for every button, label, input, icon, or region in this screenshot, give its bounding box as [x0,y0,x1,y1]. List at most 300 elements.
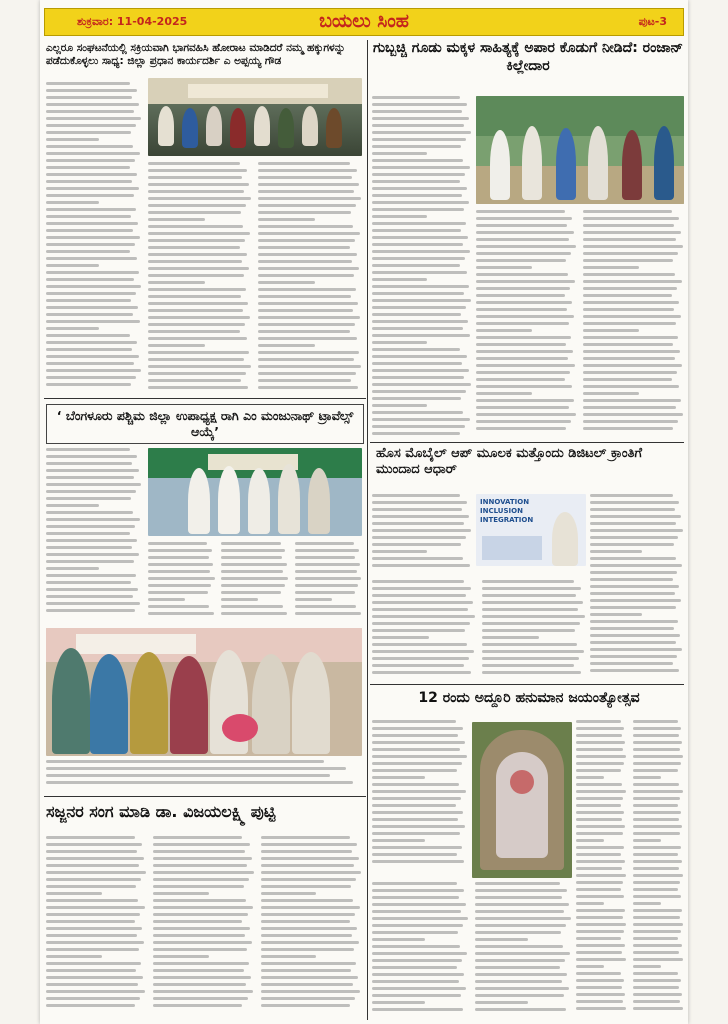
text-line [153,836,242,839]
text-line [633,986,679,989]
text-line [372,931,458,934]
text-line [46,539,137,542]
text-line [148,379,241,382]
text-line [46,871,146,874]
article-5-body [372,720,468,870]
text-line [153,976,250,979]
text-line [590,564,682,567]
text-line [148,365,251,368]
text-line [372,411,463,414]
text-line [258,183,359,186]
text-line [295,605,356,608]
text-line [148,176,242,179]
text-line [148,183,249,186]
text-line [46,159,135,162]
text-line [576,951,622,954]
text-line [576,874,626,877]
text-line [46,348,132,351]
text-line [46,497,131,500]
text-line [372,376,464,379]
text-line [476,217,572,220]
text-line [46,532,130,535]
text-line [148,204,246,207]
text-line [372,769,457,772]
text-line [476,357,568,360]
text-line [46,976,143,979]
text-line [576,790,626,793]
text-line [372,404,427,407]
text-line [46,469,139,472]
text-line [261,871,361,874]
text-line [46,271,139,274]
text-line [633,958,683,961]
text-line [372,194,462,197]
text-line [576,972,621,975]
text-line [153,948,246,951]
text-line [372,264,460,267]
text-line [221,584,284,587]
text-line [372,159,463,162]
text-line [590,529,683,532]
text-line [372,776,425,779]
text-line [46,525,135,528]
text-line [372,564,470,567]
text-line [482,657,579,660]
text-line [46,927,142,930]
text-line [583,252,678,255]
text-line [372,973,464,976]
text-line [258,190,354,193]
text-line [372,671,471,674]
text-line [476,399,574,402]
text-line [295,612,361,615]
text-line [372,285,469,288]
text-line [633,902,661,905]
text-line [221,612,287,615]
text-line [476,231,574,234]
article-5-body-right [576,720,684,1016]
text-line [372,145,461,148]
text-line [583,385,679,388]
text-line [372,587,471,590]
text-line [476,322,569,325]
text-line [583,329,639,332]
text-line [148,570,210,573]
text-line [583,378,672,381]
text-line [583,322,676,325]
text-line [576,993,625,996]
text-line [258,337,357,340]
text-line [633,741,682,744]
text-line [482,636,539,639]
text-line [148,598,185,601]
text-line [590,578,673,581]
text-line [153,906,252,909]
text-line [482,622,580,625]
text-line [46,983,138,986]
text-line [46,892,102,895]
text-line [372,201,469,204]
text-line [372,952,467,955]
text-line [372,250,470,253]
text-line [372,741,465,744]
text-line [372,397,461,400]
text-line [372,550,427,553]
text-line [295,584,358,587]
text-line [153,878,248,881]
newspaper-title: ಬಯಲು ಸಿಂಹ [319,10,409,32]
text-line [372,580,464,583]
text-line [372,257,465,260]
text-line [258,246,350,249]
text-line [261,864,354,867]
text-line [372,755,467,758]
text-line [475,994,564,997]
text-line [46,850,137,853]
text-line [295,542,354,545]
article-5-headline: 12 ರಂದು ಅದ್ದೂರಿ ಹನುಮಾನ ಜಯಂತ್ಯೋತ್ಸವ [418,690,640,706]
text-line [148,302,248,305]
text-line [372,615,475,618]
text-line [372,208,464,211]
text-line [583,245,683,248]
text-line [590,627,674,630]
text-line [576,748,623,751]
text-line [583,420,678,423]
text-line [372,860,464,863]
text-line [590,571,677,574]
article-4-body [372,494,472,576]
text-line [372,853,457,856]
text-line [482,580,574,583]
text-line [153,934,244,937]
text-line [372,536,466,539]
text-line [475,980,562,983]
text-line [221,577,288,580]
text-line [475,931,561,934]
text-line [148,316,250,319]
text-line [148,605,209,608]
text-line [372,383,471,386]
text-line [153,941,251,944]
text-line [475,1008,566,1011]
text-line [633,979,681,982]
text-line [148,556,209,559]
text-line [633,727,681,730]
text-line [476,273,568,276]
text-line [46,1004,135,1007]
text-line [576,846,624,849]
text-line [372,1001,425,1004]
text-line [46,913,140,916]
text-line [153,1004,242,1007]
article-3-photo [148,448,362,536]
text-line [633,811,681,814]
text-line [372,341,427,344]
text-line [482,615,585,618]
text-line [476,315,574,318]
text-line [46,264,99,267]
text-line [153,997,247,1000]
text-line [148,274,244,277]
text-line [261,962,356,965]
newspaper-page [40,0,688,1024]
text-line [372,966,457,969]
text-line [46,187,139,190]
text-line [261,899,353,902]
text-line [261,850,352,853]
text-line [633,825,682,828]
text-line [583,231,681,234]
text-line [482,587,581,590]
text-line [633,923,683,926]
text-line [46,760,324,763]
text-line [633,972,678,975]
text-line [576,783,622,786]
text-line [46,180,132,183]
text-line [372,1008,463,1011]
text-line [153,962,248,965]
text-line [475,924,566,927]
text-line [372,236,468,239]
text-line [261,934,352,937]
text-line [583,315,681,318]
text-line [221,563,286,566]
text-line [576,727,624,730]
text-line [372,222,466,225]
text-line [46,455,137,458]
text-line [372,390,466,393]
article-2-body-lower [476,210,684,440]
text-line [372,229,461,232]
text-line [372,271,467,274]
text-line [583,224,674,227]
text-line [148,190,244,193]
text-line [258,253,357,256]
text-line [476,336,571,339]
text-line [261,1004,350,1007]
text-line [46,96,132,99]
text-line [475,959,565,962]
text-line [576,839,604,842]
text-line [583,357,675,360]
text-line [372,515,469,518]
text-line [633,881,680,884]
text-line [576,741,625,744]
text-line [372,748,460,751]
text-line [576,769,621,772]
text-line [633,804,678,807]
text-line [46,292,136,295]
text-line [476,280,575,283]
text-line [46,906,145,909]
article-4-photo [476,494,586,566]
text-line [633,720,678,723]
text-line [372,825,465,828]
text-line [583,413,683,416]
text-line [372,299,471,302]
text-line [590,613,642,616]
text-line [590,655,677,658]
text-line [153,857,251,860]
text-line [576,1000,623,1003]
text-line [372,529,471,532]
text-line [372,727,463,730]
text-line [633,748,680,751]
text-line [590,585,679,588]
text-line [633,867,679,870]
text-line [46,131,131,134]
text-line [46,250,130,253]
text-line [633,944,682,947]
text-line [148,246,240,249]
text-line [372,629,465,632]
text-line [372,508,462,511]
text-line [258,351,359,354]
text-line [46,327,99,330]
text-line [148,281,205,284]
text-line [476,252,571,255]
text-line [372,594,466,597]
text-line [372,790,466,793]
text-line [148,344,205,347]
text-line [372,418,470,421]
text-line [148,577,215,580]
text-line [372,334,470,337]
text-line [576,720,621,723]
text-line [258,162,350,165]
text-line [482,601,583,604]
text-line [372,522,464,525]
text-line [261,920,350,923]
text-line [46,320,140,323]
text-line [633,769,678,772]
article-6-headline: ಸಜ್ಜನರ ಸಂಗ ಮಾಡಿ ಡಾ. ವಿಜಯಲಕ್ಷ್ಮಿ ಪುಟ್ಟಿ [46,802,276,821]
text-line [590,599,681,602]
text-line [633,965,661,968]
text-line [46,201,99,204]
text-line [46,110,134,113]
text-line [46,885,136,888]
text-line [46,376,136,379]
text-line [590,648,682,651]
text-line [372,306,466,309]
text-line [583,273,675,276]
text-line [372,180,460,183]
text-line [221,556,282,559]
text-line [372,103,467,106]
text-line [372,110,462,113]
text-line [46,341,137,344]
text-line [583,210,672,213]
text-line [148,386,248,389]
text-line [583,308,674,311]
text-line [46,103,139,106]
text-line [46,82,130,85]
text-line [372,278,427,281]
text-line [46,229,133,232]
text-line [475,889,567,892]
text-line [583,364,682,367]
text-line [476,343,566,346]
text-line [372,96,460,99]
text-line [372,124,464,127]
text-line [148,358,244,361]
text-line [576,958,626,961]
text-line [372,882,457,885]
text-line [482,643,577,646]
text-line [46,490,136,493]
text-line [633,832,680,835]
text-line [583,301,679,304]
text-line [46,997,140,1000]
text-line [261,857,359,860]
text-line [258,288,356,291]
text-line [576,853,621,856]
text-line [261,906,360,909]
text-line [46,857,144,860]
text-line [258,260,352,263]
article-3-headline: ‘ ಬೆಂಗಳೂರು ಪಶ್ಚಿಮ ಜಿಲ್ಲಾ ಉಪಾಧ್ಯಕ್ಷ ರಾಗಿ ಎಂ ಮಂಜುನಾಥ್ ಟ್ರಾವೆಲ್ಸ್ ಆಯ್ಕೆ’ [56,408,354,439]
text-line [372,804,456,807]
text-line [583,343,673,346]
text-line [153,864,246,867]
text-line [148,591,208,594]
text-line [148,260,242,263]
text-line [46,369,141,372]
text-line [372,994,461,997]
text-line [590,592,675,595]
text-line [148,563,213,566]
text-line [153,871,253,874]
text-line [261,892,317,895]
text-line [148,197,251,200]
text-line [372,832,460,835]
text-line [46,553,139,556]
text-line [576,930,624,933]
text-line [258,197,361,200]
article-2-photo [476,96,684,204]
text-line [148,323,245,326]
text-line [148,330,240,333]
text-line [148,584,211,587]
text-line [258,330,350,333]
text-line [372,215,427,218]
text-line [576,881,623,884]
text-line [476,406,569,409]
article-6-body [46,836,362,1016]
text-line [576,986,622,989]
issue-date: ಶುಕ್ರವಾರ: 11-04-2025 [77,15,188,28]
text-line [633,909,682,912]
text-line [46,362,134,365]
text-line [372,348,460,351]
text-line [46,836,135,839]
text-line [372,959,462,962]
banner-line-1: INNOVATION [480,498,530,506]
text-line [148,253,247,256]
text-line [482,594,576,597]
text-line [372,720,456,723]
text-line [46,781,353,784]
text-line [576,734,622,737]
text-line [372,152,427,155]
text-line [46,215,131,218]
text-line [372,166,470,169]
article-3-wide-photo [46,628,362,756]
text-line [372,889,464,892]
text-line [46,194,134,197]
